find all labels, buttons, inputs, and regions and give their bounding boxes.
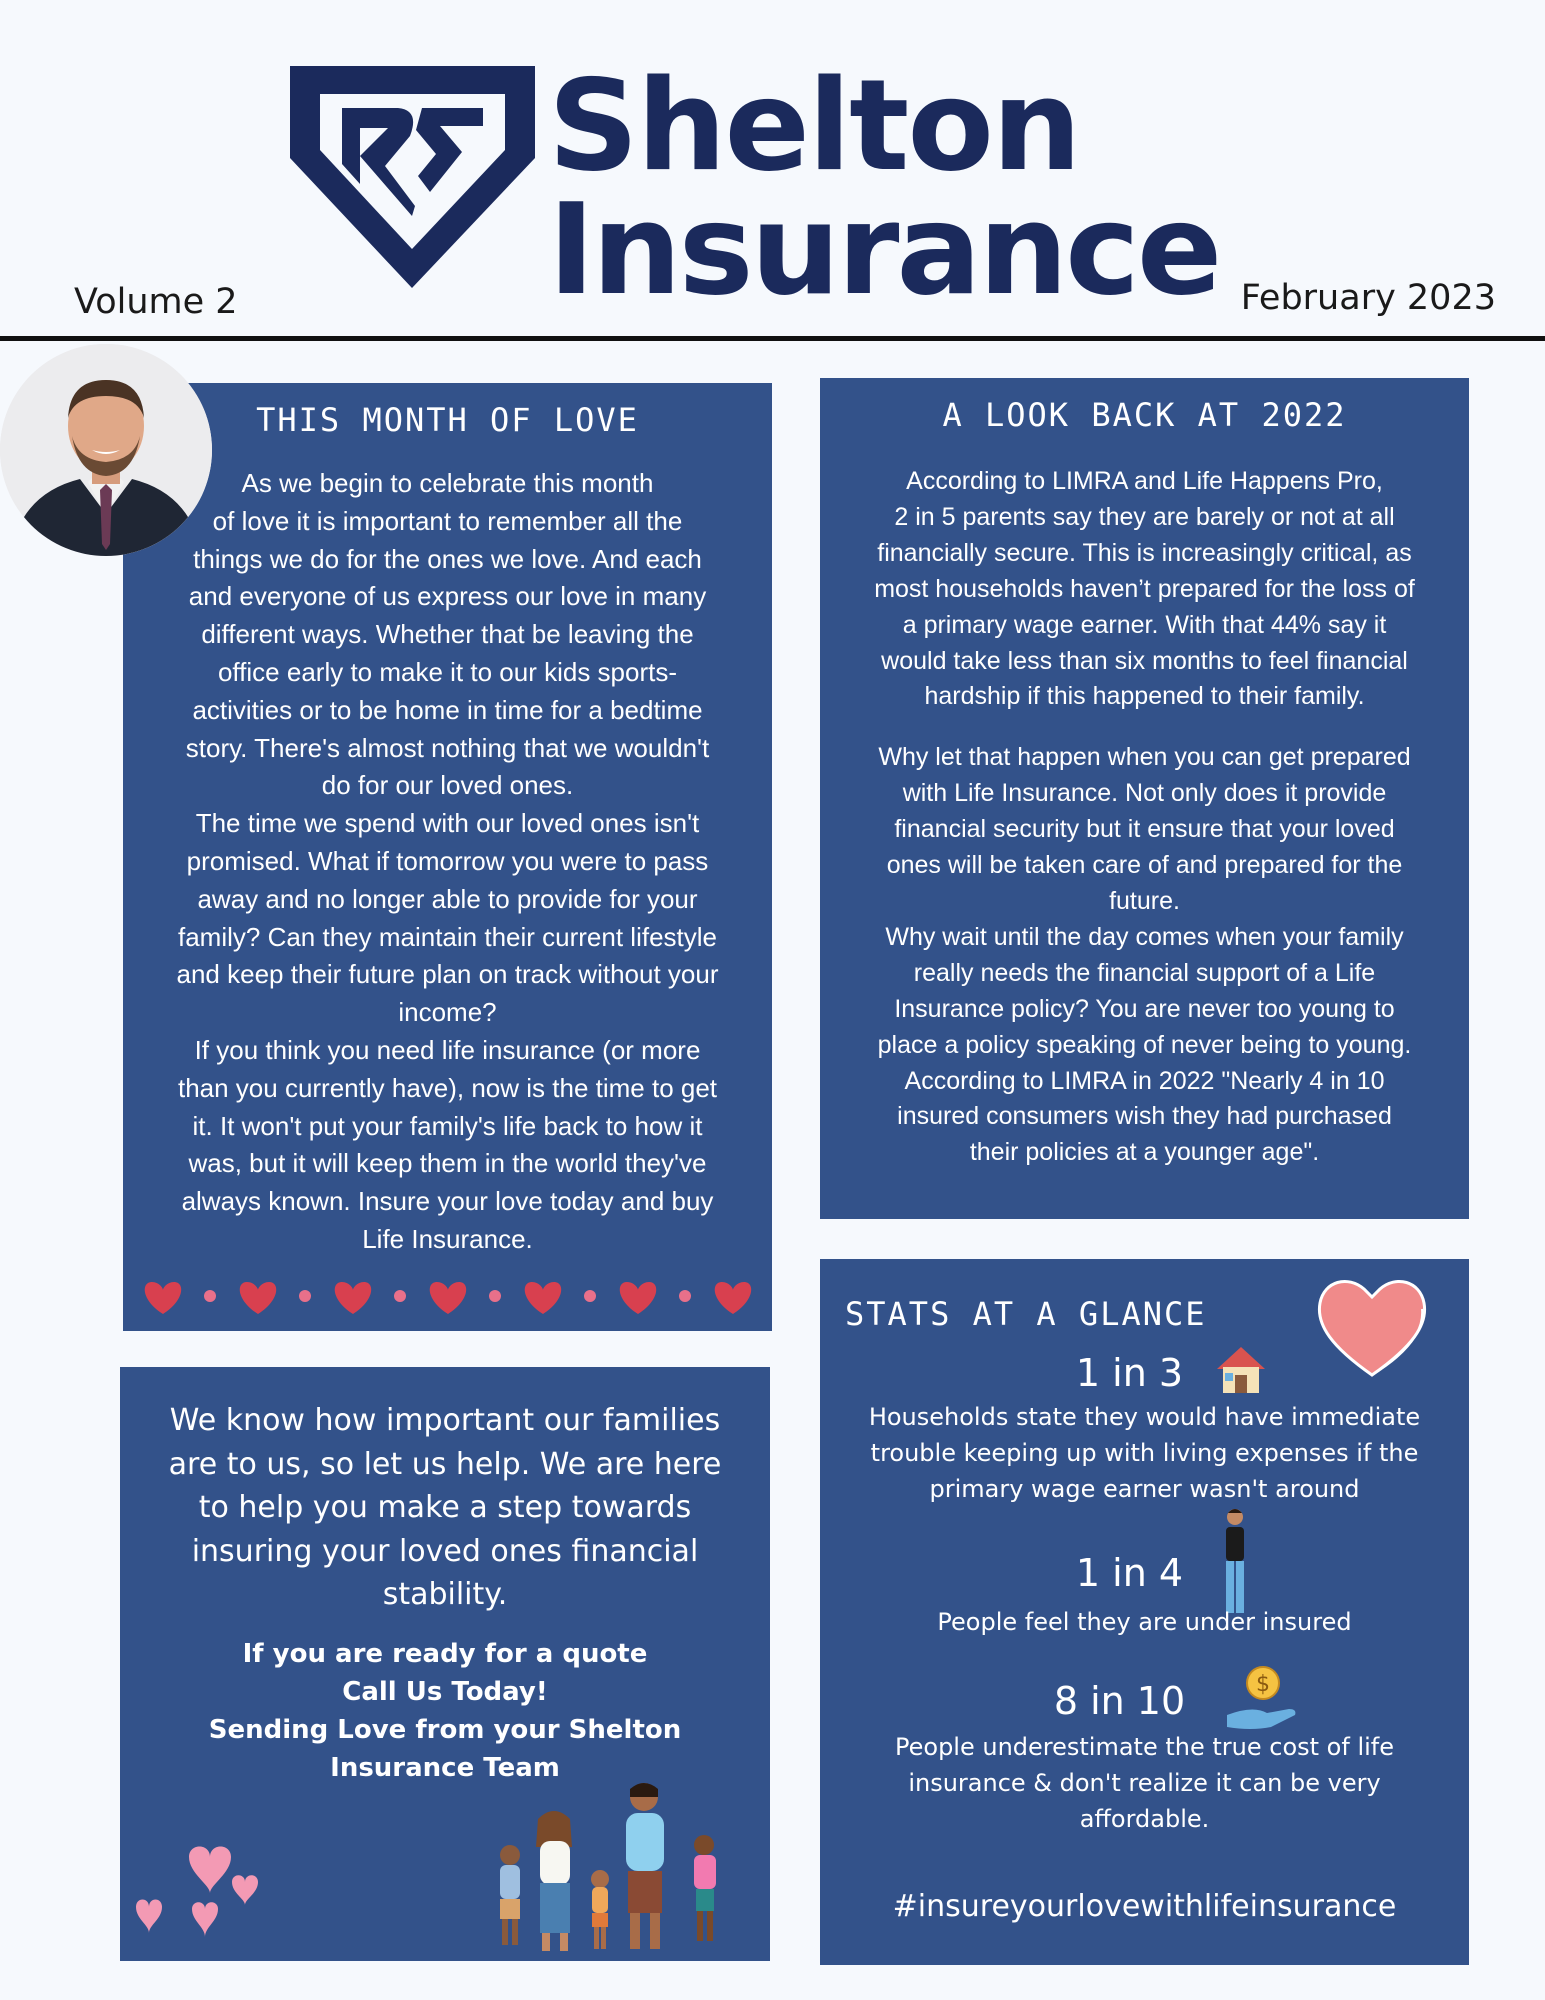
text-line: most households haven’t prepared for the loss of — [874, 574, 1415, 603]
text-line: place a policy speaking of never being to young. — [877, 1030, 1412, 1059]
look-back-section — [820, 378, 1469, 1219]
text-line: really needs the financial support of a Life — [913, 958, 1376, 987]
help-message — [150, 1399, 740, 1617]
dot-icon — [299, 1290, 311, 1302]
text-line: with Life Insurance. Not only does it provide — [902, 779, 1387, 808]
text-line: Why let that happen when you can get prepared — [878, 743, 1411, 772]
text-line: 2 in 5 parents say they are barely or not at all — [894, 502, 1395, 531]
stat-1-description: Households state they would have immediate trouble keeping up with living expenses if the primary wage earner wasn't around — [868, 1403, 1421, 1503]
dot-icon — [204, 1290, 216, 1302]
heart-icon — [145, 1282, 181, 1314]
look-back-body — [850, 464, 1439, 1171]
text-line: than you currently have), now is the time to get — [177, 1072, 718, 1103]
stat-2-number: 1 in 4 — [1075, 1551, 1184, 1595]
text-line: financial security but it ensure that your loved — [894, 815, 1395, 844]
text-line: story. There's almost nothing that we wouldn't — [185, 732, 710, 763]
text-line: insuring your loved ones financial — [191, 1533, 699, 1569]
love-section-body — [147, 465, 748, 1259]
heart-icon — [715, 1282, 751, 1314]
money-hand-icon — [1223, 1661, 1303, 1733]
dot-icon — [489, 1290, 501, 1302]
text-line: stability. — [382, 1577, 508, 1612]
text-line: would take less than six months to feel financial — [881, 646, 1408, 675]
stat-2-description: People feel they are under insured — [937, 1608, 1352, 1636]
text-line: hardship if this happened to their family. — [924, 682, 1365, 711]
text-line: family? Can they maintain their current lifestyle — [177, 921, 717, 952]
text-line: do for our loved ones. — [321, 770, 574, 801]
text-line: different ways. Whether that be leaving the — [201, 619, 694, 650]
text-line: We know how important our families — [169, 1403, 721, 1438]
love-section — [123, 383, 772, 1331]
text-line: it. It won't put your family's life back to how it — [192, 1110, 703, 1141]
call-to-action — [150, 1635, 740, 1787]
avatar — [0, 344, 212, 556]
text-line: was, but it will keep them in the world they've — [188, 1148, 707, 1179]
text-line: As we begin to celebrate this month — [241, 468, 654, 498]
text-line: ones will be taken care of and prepared for the — [886, 851, 1403, 880]
header-divider — [0, 336, 1545, 341]
issue-date: February 2023 — [1240, 278, 1496, 318]
volume-label: Volume 2 — [74, 282, 238, 322]
stat-3-number: 8 in 10 — [1053, 1679, 1186, 1723]
text-line: According to LIMRA and Life Happens Pro, — [906, 467, 1383, 495]
text-line: and everyone of us express our love in many — [188, 581, 707, 612]
help-section — [120, 1367, 770, 1961]
text-line: their policies at a younger age". — [969, 1138, 1320, 1167]
dot-icon — [394, 1290, 406, 1302]
text-line: insured consumers wish they had purchased — [897, 1102, 1392, 1131]
text-line: and keep their future plan on track without your — [176, 959, 719, 990]
stat-1-number: 1 in 3 — [1075, 1351, 1184, 1395]
text-line: income? — [398, 997, 497, 1028]
text-line: future. — [1109, 886, 1180, 915]
pink-hearts-icon — [134, 1837, 274, 1947]
text-line: financially secure. This is increasingly critical, as — [877, 538, 1412, 567]
text-line: If you think you need life insurance (or more — [194, 1034, 701, 1065]
text-line: always known. Insure your love today and buy — [181, 1186, 714, 1217]
text-line: promised. What if tomorrow you were to pass — [186, 845, 709, 876]
family-illustration-icon — [492, 1767, 754, 1957]
brand-name-line1: Shelton — [548, 52, 1080, 199]
text-line: The time we spend with our loved ones isn't — [195, 808, 700, 839]
text-line: away and no longer able to provide for your — [197, 883, 698, 914]
text-line: things we do for the ones we love. And each — [193, 543, 702, 574]
dot-icon — [584, 1290, 596, 1302]
heart-icon — [430, 1282, 466, 1314]
shelton-logo-icon — [290, 66, 535, 288]
text-line: activities or to be home in time for a bedtime — [192, 694, 703, 725]
text-line — [850, 715, 1439, 740]
text-line: According to LIMRA in 2022 "Nearly 4 in 10 — [904, 1066, 1385, 1095]
hearts-divider-icon — [135, 1276, 760, 1316]
text-line: If you are ready for a quote — [242, 1639, 648, 1669]
text-line: office early to make it to our kids sports- — [217, 656, 678, 687]
text-line: Call Us Today! — [342, 1677, 548, 1707]
stats-title: STATS AT A GLANCE — [845, 1295, 1207, 1333]
hashtag: #insureyourlovewithlifeinsurance — [892, 1889, 1397, 1924]
brand-name-line2: Insurance — [548, 176, 1220, 323]
text-line: are to us, so let us help. We are here — [168, 1446, 722, 1482]
house-icon — [1213, 1341, 1269, 1397]
heart-icon — [240, 1282, 276, 1314]
heart-icon — [620, 1282, 656, 1314]
dot-icon — [679, 1290, 691, 1302]
text-line: Insurance Team — [330, 1753, 560, 1783]
text-line: a primary wage earner. With that 44% say it — [902, 610, 1387, 639]
heart-icon — [335, 1282, 371, 1314]
love-section-title: THIS MONTH OF LOVE — [256, 401, 639, 439]
text-line: Sending Love from your Shelton — [208, 1715, 682, 1745]
text-line: Insurance policy? You are never too young to — [894, 994, 1395, 1023]
heart-icon — [525, 1282, 561, 1314]
look-back-title: A LOOK BACK AT 2022 — [942, 396, 1347, 434]
stats-section — [820, 1259, 1469, 1965]
text-line: Life Insurance. — [362, 1223, 533, 1254]
text-line: to help you make a step towards — [198, 1490, 692, 1525]
svg-text:$: $ — [1256, 1672, 1270, 1697]
agent-portrait-icon — [0, 344, 212, 556]
text-line: Why wait until the day comes when your family — [885, 922, 1404, 951]
stat-3-description: People underestimate the true cost of life insurance & don't realize it can be very affordable. — [895, 1733, 1394, 1833]
text-line: of love it is important to remember all the — [212, 505, 683, 536]
